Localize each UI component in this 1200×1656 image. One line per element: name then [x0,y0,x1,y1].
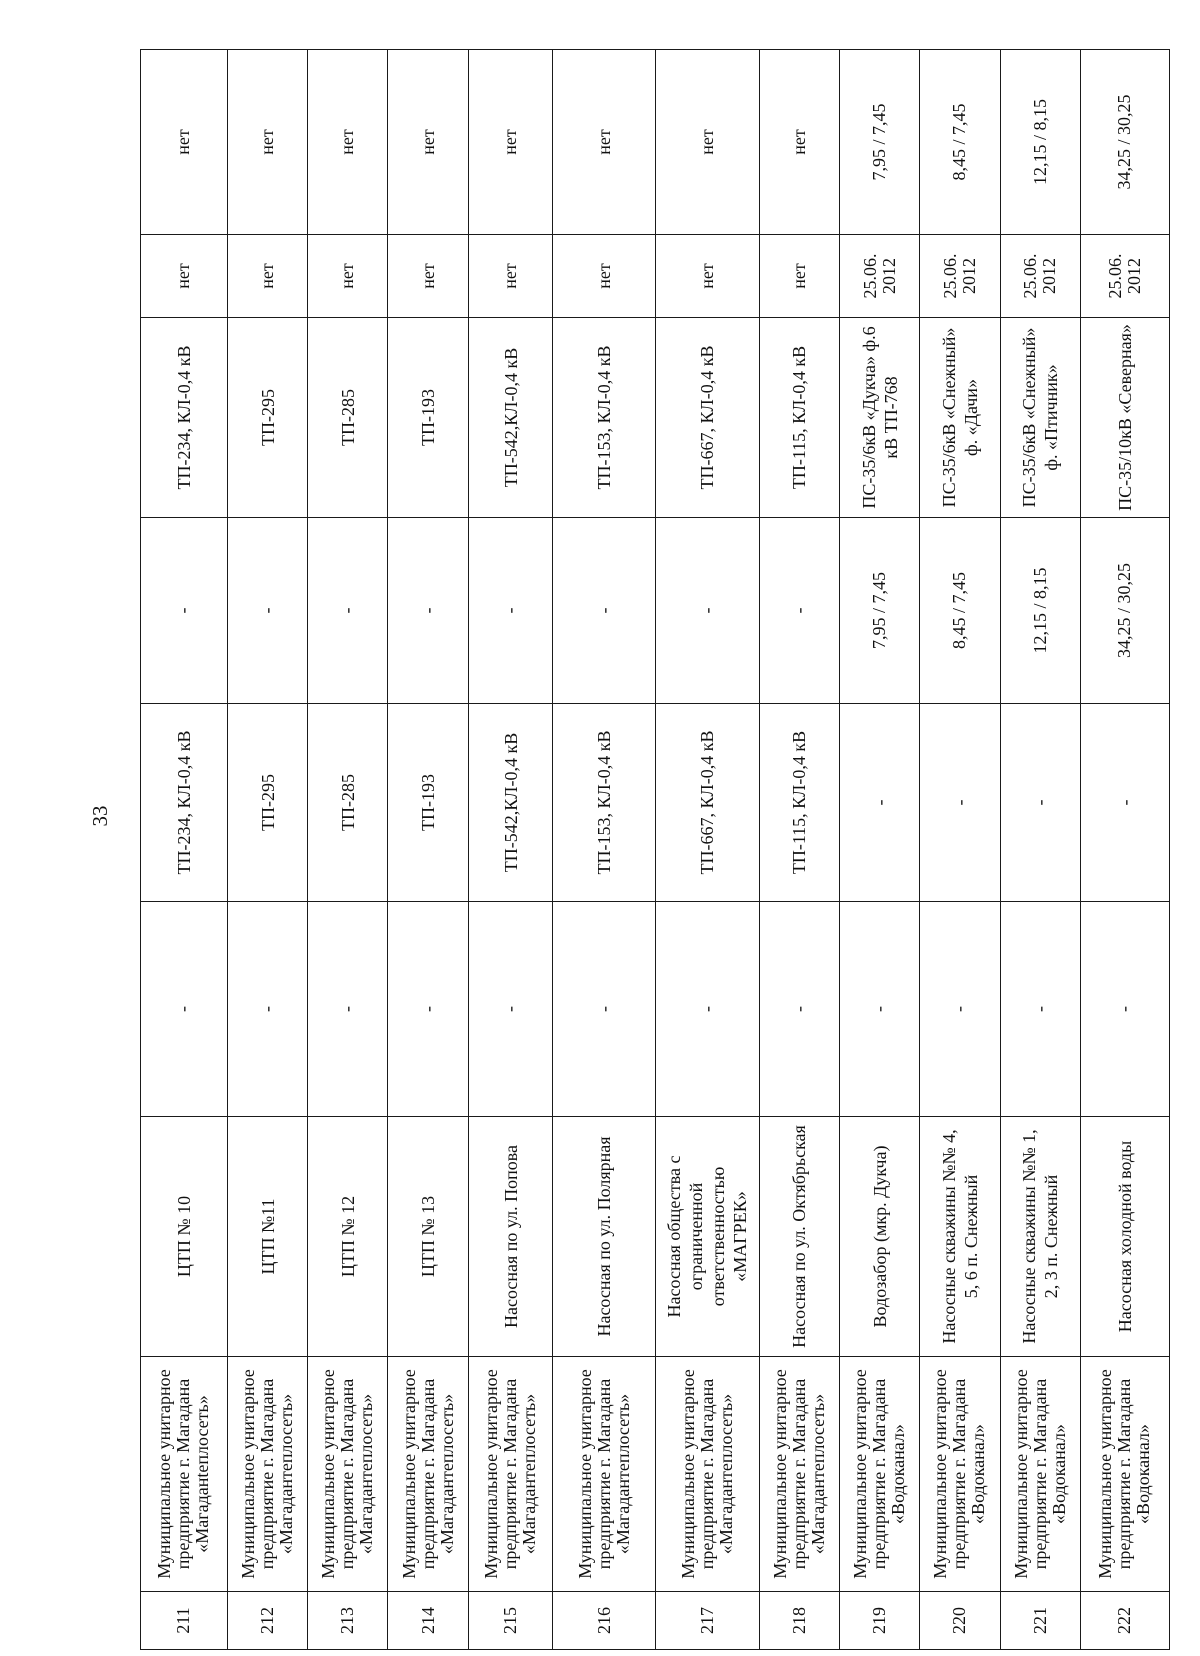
column-4-value: - [468,902,553,1117]
organization-name: Муниципальное унитарное предприятие г. Магадана «Водоканал» [920,1357,1000,1592]
row-number: 220 [920,1592,1000,1650]
column-9-value: нет [227,50,307,235]
column-6-value: - [759,518,839,704]
column-7-value: ПС-35/10кВ «Северная» [1080,318,1169,518]
column-7-value: ПС-35/6кВ «Дукча» ф.6 кВ ТП-768 [839,318,919,518]
column-5-value: ТП-115, КЛ-0,4 кВ [759,704,839,902]
row-number: 219 [839,1592,919,1650]
column-6-value: - [553,518,656,704]
column-5-value: - [920,704,1000,902]
table-row [1080,50,1169,1650]
column-7-value: ПС-35/6кВ «Снежный» ф. «Птичник» [1000,318,1080,518]
organization-name: Муниципальное унитарное предприятие г. Магадана «Магадантеплосеть» [468,1357,553,1592]
column-8-value: нет [388,235,468,318]
column-8-value: нет [468,235,553,318]
column-4-value: - [1080,902,1169,1117]
column-9-value: нет [468,50,553,235]
column-5-value: ТП-542,КЛ-0,4 кВ [468,704,553,902]
object-name: Насосная по ул. Попова [468,1117,553,1357]
column-7-value: ТП-234, КЛ-0,4 кВ [141,318,228,518]
column-4-value: - [656,902,760,1117]
column-5-value: ТП-285 [308,704,388,902]
row-number: 216 [553,1592,656,1650]
table-row [759,50,839,1650]
column-9-value: нет [388,50,468,235]
column-5-value: ТП-153, КЛ-0,4 кВ [553,704,656,902]
row-number: 221 [1000,1592,1080,1650]
column-6-value: - [388,518,468,704]
column-6-value: - [141,518,228,704]
object-name: Насосная по ул. Полярная [553,1117,656,1357]
column-8-value: 25.06. 2012 [839,235,919,318]
organization-name: Муниципальное унитарное предприятие г. Магадана «Магадантеплосеть» [553,1357,656,1592]
table-row [920,50,1000,1650]
table-row [1000,50,1080,1650]
column-5-value: ТП-295 [227,704,307,902]
data-table [140,49,1170,1650]
column-7-value: ТП-542,КЛ-0,4 кВ [468,318,553,518]
object-name: ЦТП №11 [227,1117,307,1357]
organization-name: Муниципальное унитарное предприятие г. Магадана «Магадантеплосеть» [759,1357,839,1592]
column-4-value: - [141,902,228,1117]
object-name: Насосная по ул. Октябрьская [759,1117,839,1357]
column-7-value: ТП-193 [388,318,468,518]
column-6-value: - [656,518,760,704]
column-5-value: - [1080,704,1169,902]
object-name: Водозабор (мкр. Дукча) [839,1117,919,1357]
column-4-value: - [839,902,919,1117]
column-7-value: ТП-295 [227,318,307,518]
column-4-value: - [227,902,307,1117]
object-name: ЦТП № 13 [388,1117,468,1357]
column-6-value: 7,95 / 7,45 [839,518,919,704]
column-9-value: 7,95 / 7,45 [839,50,919,235]
table-row [388,50,468,1650]
row-number: 217 [656,1592,760,1650]
column-7-value: ПС-35/6кВ «Снежный» ф. «Дачи» [920,318,1000,518]
organization-name: Муниципальное унитарное предприятие г. Магадана «Магадантеплосеть» [656,1357,760,1592]
column-4-value: - [553,902,656,1117]
column-8-value: нет [227,235,307,318]
table-row [656,50,760,1650]
column-8-value: 25.06. 2012 [1000,235,1080,318]
column-9-value: 8,45 / 7,45 [920,50,1000,235]
page-number: 33 [88,805,112,827]
column-6-value: - [468,518,553,704]
object-name: ЦТП № 10 [141,1117,228,1357]
column-6-value: 12,15 / 8,15 [1000,518,1080,704]
column-6-value: - [227,518,307,704]
object-name: Насосные скважины №№ 1, 2, 3 п. Снежный [1000,1117,1080,1357]
organization-name: Муниципальное унитарное предприятие г. Магадана «Магаданteплосеть» [141,1357,228,1592]
organization-name: Муниципальное унитарное предприятие г. Магадана «Водоканал» [839,1357,919,1592]
organization-name: Муниципальное унитарное предприятие г. Магадана «Магадантеплосеть» [388,1357,468,1592]
column-5-value: - [1000,704,1080,902]
column-7-value: ТП-115, КЛ-0,4 кВ [759,318,839,518]
column-5-value: - [839,704,919,902]
column-4-value: - [388,902,468,1117]
table-row [227,50,307,1650]
column-4-value: - [1000,902,1080,1117]
table-row [468,50,553,1650]
column-6-value: 34,25 / 30,25 [1080,518,1169,704]
column-4-value: - [920,902,1000,1117]
column-8-value: 25.06. 2012 [920,235,1000,318]
column-8-value: нет [553,235,656,318]
organization-name: Муниципальное унитарное предприятие г. Магадана «Магадантеплосеть» [308,1357,388,1592]
column-8-value: нет [141,235,228,318]
table-row [553,50,656,1650]
object-name: ЦТП № 12 [308,1117,388,1357]
row-number: 214 [388,1592,468,1650]
organization-name: Муниципальное унитарное предприятие г. Магадана «Магадантеплосеть» [227,1357,307,1592]
object-name: Насосные скважины №№ 4, 5, 6 п. Снежный [920,1117,1000,1357]
row-number: 211 [141,1592,228,1650]
column-5-value: ТП-193 [388,704,468,902]
organization-name: Муниципальное унитарное предприятие г. Магадана «Водоканал» [1000,1357,1080,1592]
table-body [141,50,1170,1650]
column-8-value: нет [759,235,839,318]
column-8-value: нет [656,235,760,318]
column-9-value: нет [553,50,656,235]
row-number: 213 [308,1592,388,1650]
table-wrapper [140,50,1170,1650]
column-7-value: ТП-153, КЛ-0,4 кВ [553,318,656,518]
column-9-value: 34,25 / 30,25 [1080,50,1169,235]
table-row [141,50,228,1650]
organization-name: Муниципальное унитарное предприятие г. Магадана «Водоканал» [1080,1357,1169,1592]
column-8-value: нет [308,235,388,318]
column-5-value: ТП-667, КЛ-0,4 кВ [656,704,760,902]
column-9-value: нет [759,50,839,235]
row-number: 222 [1080,1592,1169,1650]
column-6-value: - [308,518,388,704]
column-9-value: нет [308,50,388,235]
column-7-value: ТП-285 [308,318,388,518]
row-number: 218 [759,1592,839,1650]
table-row [839,50,919,1650]
column-9-value: нет [141,50,228,235]
column-9-value: 12,15 / 8,15 [1000,50,1080,235]
table-row [308,50,388,1650]
column-4-value: - [308,902,388,1117]
column-8-value: 25.06. 2012 [1080,235,1169,318]
row-number: 215 [468,1592,553,1650]
column-4-value: - [759,902,839,1117]
column-5-value: ТП-234, КЛ-0,4 кВ [141,704,228,902]
object-name: Насосная холодной воды [1080,1117,1169,1357]
row-number: 212 [227,1592,307,1650]
column-9-value: нет [656,50,760,235]
column-6-value: 8,45 / 7,45 [920,518,1000,704]
object-name: Насосная общества с ограниченной ответственностью «МАГРЕК» [656,1117,760,1357]
column-7-value: ТП-667, КЛ-0,4 кВ [656,318,760,518]
